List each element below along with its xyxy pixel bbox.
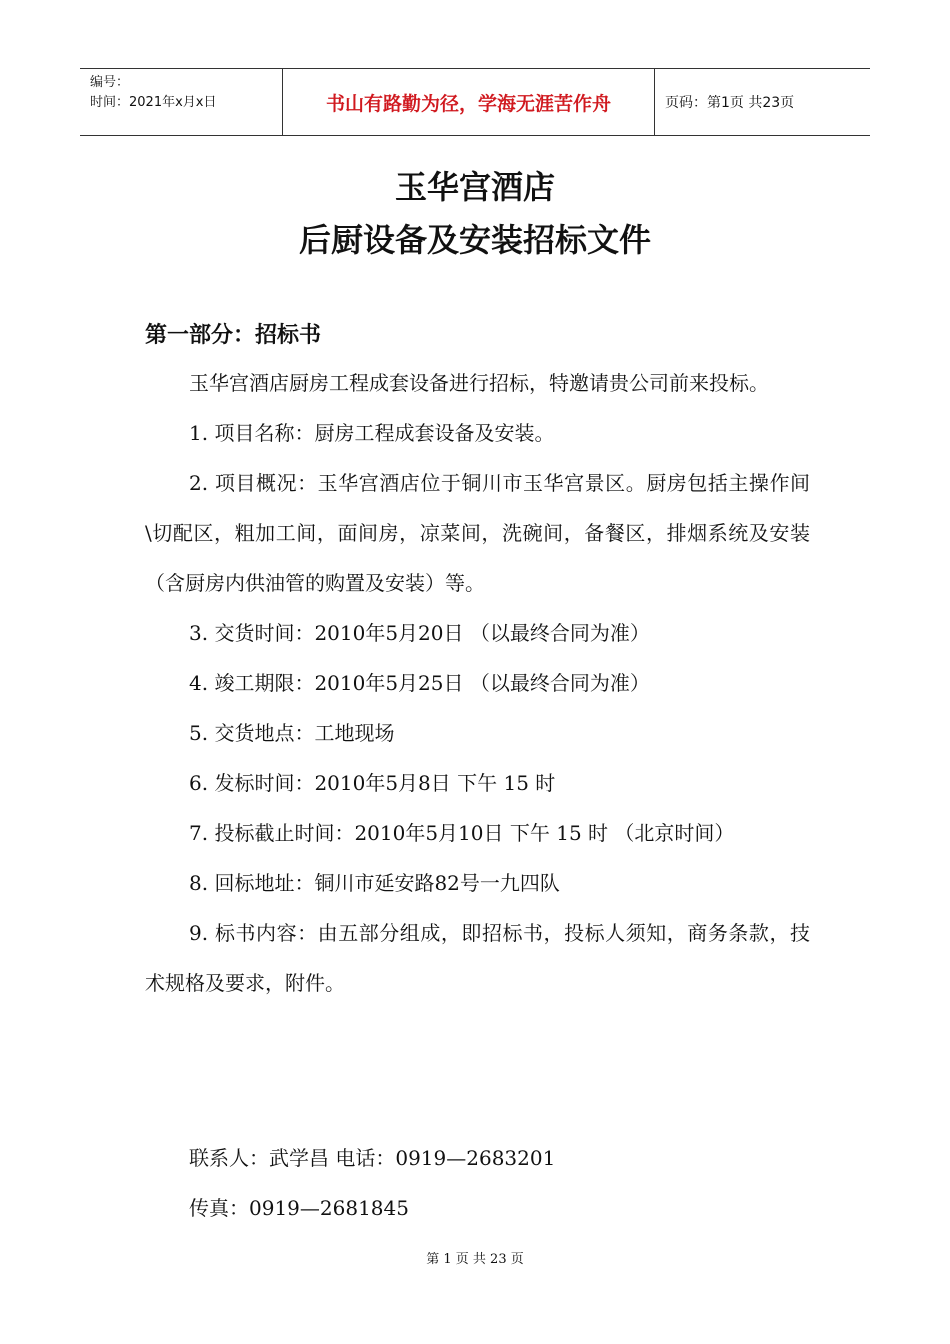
header-table: [80, 68, 870, 136]
paragraph-item-4: 4. 竣工期限：2010年5月25日 （以最终合同为准）: [189, 671, 650, 695]
header-info-cell: [80, 69, 282, 135]
contact-line-2: 传真：0919—2681845: [189, 1196, 409, 1220]
document-time-label: 时间：2021年x月x日: [90, 95, 217, 110]
paragraph-intro: 玉华宫酒店厨房工程成套设备进行招标，特邀请贵公司前来投标。: [189, 371, 769, 395]
paragraph-item-2: 2. 项目概况：玉华宫酒店位于铜川市玉华宫景区。厨房包括主操作间\切配区，粗加工间，面间房，凉菜间，洗碗间，备餐区，排烟系统及安装（含厨房内供油管的购置及安装）等。: [145, 471, 810, 595]
header-motto: 书山有路勤为径，学海无涯苦作舟: [325, 92, 611, 115]
paragraph-item-7: 7. 投标截止时间：2010年5月10日 下午 15 时 （北京时间）: [189, 821, 735, 845]
document-title-line1: 玉华宫酒店: [394, 168, 555, 206]
document-number-label: 编号：: [90, 75, 130, 90]
paragraph-item-1: 1. 项目名称：厨房工程成套设备及安装。: [189, 421, 555, 445]
page-footer: 第 1 页 共 23 页: [426, 1252, 524, 1267]
header-page-label: 页码：第1页 共23页: [665, 95, 795, 111]
header-motto-cell: [282, 69, 655, 135]
paragraph-item-9: 9. 标书内容：由五部分组成，即招标书，投标人须知，商务条款，技术规格及要求，附件。: [145, 921, 810, 995]
document-title-line2: 后厨设备及安装招标文件: [298, 221, 651, 259]
contact-line-1: 联系人：武学昌 电话：0919—2683201: [189, 1146, 556, 1170]
paragraph-item-5: 5. 交货地点：工地现场: [189, 721, 395, 745]
paragraph-item-3: 3. 交货时间：2010年5月20日 （以最终合同为准）: [189, 621, 650, 645]
document-body: [145, 358, 810, 1008]
section-heading: 第一部分：招标书: [145, 323, 322, 348]
paragraph-item-6: 6. 发标时间：2010年5月8日 下午 15 时: [189, 771, 556, 795]
header-page-cell: [655, 69, 870, 135]
paragraph-item-8: 8. 回标地址：铜川市延安路82号一九四队: [189, 871, 560, 895]
